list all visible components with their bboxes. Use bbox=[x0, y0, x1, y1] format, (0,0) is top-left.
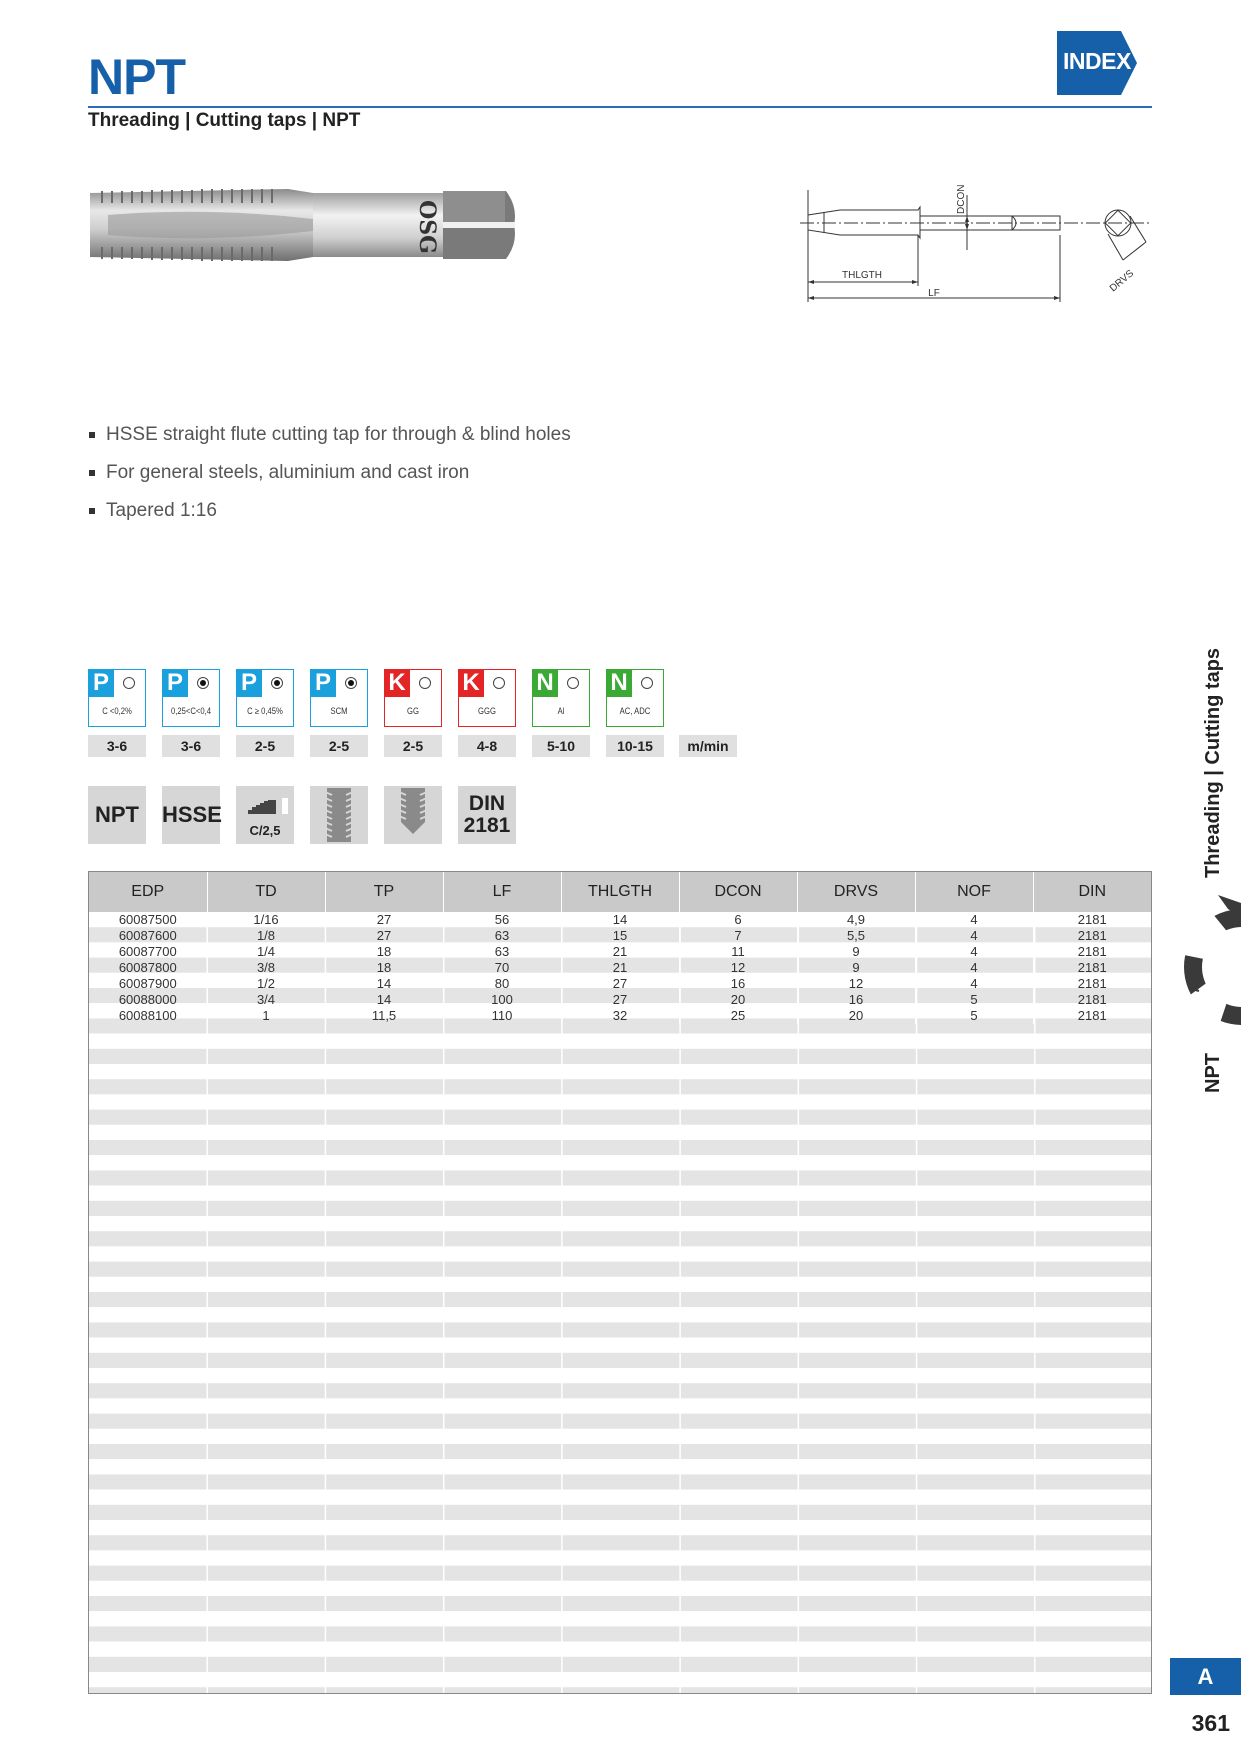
material-box-p bbox=[310, 669, 368, 727]
table-row bbox=[89, 976, 1151, 992]
thread-type-icon bbox=[88, 786, 146, 844]
table-row bbox=[89, 928, 1151, 944]
cutting-speed: 3-6 bbox=[162, 735, 220, 757]
side-section-label: Threading | Cutting taps bbox=[1202, 647, 1224, 878]
table-cell: 4 bbox=[915, 944, 1033, 960]
material-box-k bbox=[384, 669, 442, 727]
cutting-speed: 10-15 bbox=[606, 735, 664, 757]
table-cell: 60087900 bbox=[89, 976, 207, 992]
table-cell: 2181 bbox=[1077, 1008, 1107, 1023]
speed-unit: m/min bbox=[679, 735, 737, 757]
table-cell: 5 bbox=[915, 992, 1033, 1008]
table-cell: 2181 bbox=[1077, 912, 1107, 927]
side-product-label: NPT bbox=[1202, 1053, 1224, 1093]
hole-blind-icon bbox=[384, 786, 442, 844]
table-cell: 1 bbox=[207, 1008, 325, 1024]
table-cell: 70 bbox=[443, 960, 561, 976]
table-cell: 110 bbox=[443, 1008, 561, 1024]
header-rule bbox=[88, 106, 1152, 108]
table-cell: 60087800 bbox=[89, 960, 207, 976]
table-cell: 2181 bbox=[1077, 976, 1107, 991]
table-cell: 20 bbox=[679, 992, 797, 1008]
drvs-label: DRVS bbox=[1107, 268, 1137, 295]
column-header: DIN bbox=[1033, 872, 1151, 912]
table-row bbox=[89, 912, 1151, 928]
material-letter: P bbox=[236, 669, 262, 697]
empty-circle-icon bbox=[419, 677, 431, 689]
material-letter: N bbox=[532, 669, 558, 697]
filled-circle-icon bbox=[345, 677, 357, 689]
material-condition: C ≥ 0,45% bbox=[247, 706, 283, 716]
table-cell: 100 bbox=[443, 992, 561, 1008]
cutting-speed: 2-5 bbox=[236, 735, 294, 757]
material-condition: 0,25<C<0,4 bbox=[170, 706, 211, 716]
table-cell: 4 bbox=[915, 960, 1033, 976]
din-label: DIN bbox=[468, 792, 506, 815]
column-header: EDP bbox=[89, 872, 207, 912]
table-cell: 56 bbox=[443, 912, 561, 928]
table-cell: 60087700 bbox=[89, 944, 207, 960]
table-cell: 27 bbox=[561, 976, 679, 992]
din-standard-icon bbox=[458, 786, 516, 844]
table-cell: 1/4 bbox=[207, 944, 325, 960]
index-label: INDEX bbox=[1063, 48, 1131, 74]
column-header: TD bbox=[207, 872, 325, 912]
table-cell: 32 bbox=[561, 1008, 679, 1024]
table-cell: 21 bbox=[561, 960, 679, 976]
material-condition: C <0,2% bbox=[102, 706, 132, 716]
filled-circle-icon bbox=[197, 677, 209, 689]
lf-label: LF bbox=[928, 288, 940, 299]
table-cell: 27 bbox=[325, 912, 443, 928]
chamfer-label: C/2,5 bbox=[249, 823, 281, 838]
material-box-n bbox=[532, 669, 590, 727]
table-cell: 14 bbox=[561, 912, 679, 928]
thlgth-label: THLGTH bbox=[842, 270, 882, 281]
table-cell: 7 bbox=[679, 928, 797, 944]
table-cell: 4,9 bbox=[797, 912, 915, 928]
tap-product-image bbox=[88, 185, 518, 270]
table-cell: 60087600 bbox=[89, 928, 207, 944]
table-cell: 9 bbox=[797, 960, 915, 976]
empty-circle-icon bbox=[493, 677, 505, 689]
material-letter: N bbox=[606, 669, 632, 697]
material-letter: K bbox=[384, 669, 410, 697]
feature-item: HSSE straight flute cutting tap for through & blind holes bbox=[88, 422, 571, 460]
material-letter: P bbox=[310, 669, 336, 697]
table-cell: 60088100 bbox=[89, 1008, 207, 1024]
table-stripes bbox=[89, 912, 1151, 1694]
table-cell: 11,5 bbox=[325, 1008, 443, 1024]
material-condition: AC, ADC bbox=[619, 706, 651, 716]
table-cell: 12 bbox=[797, 976, 915, 992]
column-header: DRVS bbox=[797, 872, 915, 912]
page-title: NPT bbox=[88, 49, 185, 105]
table-cell: 2181 bbox=[1077, 944, 1107, 959]
table-cell: 2181 bbox=[1077, 928, 1107, 943]
feature-list bbox=[88, 422, 571, 536]
table-cell: 5 bbox=[915, 1008, 1033, 1024]
material-box-p bbox=[88, 669, 146, 727]
din-number: 2181 bbox=[463, 814, 511, 837]
table-header-row bbox=[89, 872, 1151, 912]
material-letter: P bbox=[162, 669, 188, 697]
table-cell: 3/4 bbox=[207, 992, 325, 1008]
table-cell: 6 bbox=[679, 912, 797, 928]
table-body bbox=[89, 912, 1151, 1024]
table-cell: 80 bbox=[443, 976, 561, 992]
table-row bbox=[89, 960, 1151, 976]
table-cell: 11 bbox=[679, 944, 797, 960]
table-cell: 1/8 bbox=[207, 928, 325, 944]
tool-material-label: HSSE bbox=[162, 802, 222, 827]
table-cell: 18 bbox=[325, 960, 443, 976]
section-letter-tab[interactable]: A bbox=[1170, 1658, 1241, 1695]
table-cell: 2181 bbox=[1077, 992, 1107, 1007]
material-box-p bbox=[236, 669, 294, 727]
table-cell: 12 bbox=[679, 960, 797, 976]
material-condition: Al bbox=[557, 706, 565, 716]
feature-item: For general steels, aluminium and cast iron bbox=[88, 460, 571, 498]
cutting-speed: 3-6 bbox=[88, 735, 146, 757]
feature-item: Tapered 1:16 bbox=[88, 498, 571, 536]
empty-circle-icon bbox=[641, 677, 653, 689]
table-cell: 16 bbox=[679, 976, 797, 992]
table-cell: 5,5 bbox=[797, 928, 915, 944]
cutting-speed: 5-10 bbox=[532, 735, 590, 757]
thread-type-label: NPT bbox=[95, 802, 139, 827]
material-box-n bbox=[606, 669, 664, 727]
product-table bbox=[88, 871, 1152, 1694]
empty-circle-icon bbox=[567, 677, 579, 689]
table-cell: 27 bbox=[561, 992, 679, 1008]
technical-drawing bbox=[790, 180, 1160, 315]
column-header: NOF bbox=[915, 872, 1033, 912]
column-header: TP bbox=[325, 872, 443, 912]
table-cell: 3/8 bbox=[207, 960, 325, 976]
table-cell: 1/16 bbox=[207, 912, 325, 928]
column-header: THLGTH bbox=[561, 872, 679, 912]
material-letter: K bbox=[458, 669, 484, 697]
material-letter: P bbox=[88, 669, 114, 697]
table-cell: 4 bbox=[915, 976, 1033, 992]
table-cell: 25 bbox=[679, 1008, 797, 1024]
dcon-label: DCON bbox=[956, 184, 967, 214]
table-cell: 16 bbox=[797, 992, 915, 1008]
index-button[interactable] bbox=[1057, 31, 1137, 95]
table-cell: 2181 bbox=[1077, 960, 1107, 975]
table-cell: 14 bbox=[325, 976, 443, 992]
table-cell: 60087500 bbox=[89, 912, 207, 928]
hole-through-icon bbox=[310, 786, 368, 844]
chamfer-icon bbox=[236, 786, 294, 844]
table-cell: 4 bbox=[915, 928, 1033, 944]
cutting-speed: 2-5 bbox=[310, 735, 368, 757]
svg-text:OSG: OSG bbox=[414, 200, 440, 254]
page-number: 361 bbox=[1191, 1710, 1230, 1736]
tool-material-icon bbox=[162, 786, 220, 844]
table-cell: 18 bbox=[325, 944, 443, 960]
table-cell: 14 bbox=[325, 992, 443, 1008]
tap-cross-section-icon bbox=[1172, 895, 1241, 1045]
table-cell: 27 bbox=[325, 928, 443, 944]
material-condition: GGG bbox=[478, 706, 496, 716]
column-header: DCON bbox=[679, 872, 797, 912]
table-cell: 21 bbox=[561, 944, 679, 960]
table-cell: 9 bbox=[797, 944, 915, 960]
table-row bbox=[89, 1008, 1151, 1024]
table-cell: 63 bbox=[443, 928, 561, 944]
breadcrumb: Threading | Cutting taps | NPT bbox=[88, 110, 361, 131]
empty-circle-icon bbox=[123, 677, 135, 689]
material-box-p bbox=[162, 669, 220, 727]
table-cell: 60088000 bbox=[89, 992, 207, 1008]
table-row bbox=[89, 992, 1151, 1008]
cutting-speed: 4-8 bbox=[458, 735, 516, 757]
material-box-k bbox=[458, 669, 516, 727]
table-cell: 63 bbox=[443, 944, 561, 960]
column-header: LF bbox=[443, 872, 561, 912]
filled-circle-icon bbox=[271, 677, 283, 689]
material-condition: GG bbox=[407, 706, 419, 716]
table-cell: 1/2 bbox=[207, 976, 325, 992]
table-row bbox=[89, 944, 1151, 960]
cutting-speed: 2-5 bbox=[384, 735, 442, 757]
table-cell: 4 bbox=[915, 912, 1033, 928]
material-condition: SCM bbox=[330, 706, 348, 716]
table-cell: 15 bbox=[561, 928, 679, 944]
table-cell: 20 bbox=[797, 1008, 915, 1024]
